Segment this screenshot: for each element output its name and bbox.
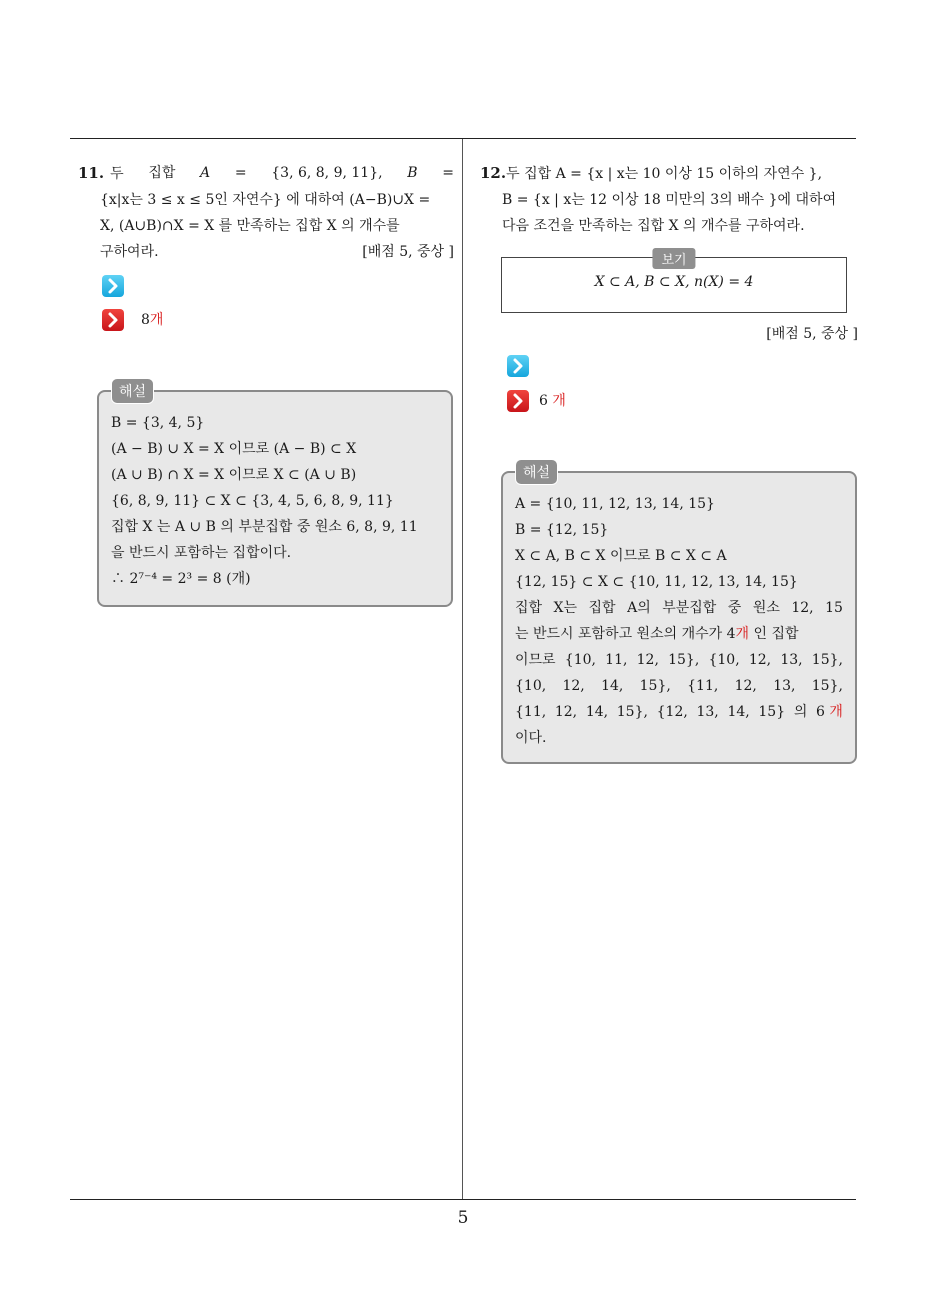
q12-condition: X ⊂ A, B ⊂ X, n(X) = 4 xyxy=(594,274,754,290)
q11-line2: {x|x는 3 ≤ x ≤ 5인 자연수} 에 대하여 (A−B)∪X = xyxy=(100,192,431,208)
q11-word: = xyxy=(442,165,454,181)
q11-solution-line: (A − B) ∪ X = X 이므로 (A − B) ⊂ X xyxy=(111,441,357,457)
q12-word: {12, xyxy=(656,704,688,720)
q12-line1-text: 두 집합 A = {x | x는 10 이상 15 이하의 자연수 }, xyxy=(506,166,823,182)
q12-text: 는 반드시 포함하고 원소의 개수가 xyxy=(515,626,723,642)
q12-count-unit: 개 xyxy=(735,626,750,642)
q12-count-unit: 개 xyxy=(829,704,843,720)
q12-solution-line: X ⊂ A, B ⊂ X 이므로 B ⊂ X ⊂ A xyxy=(515,548,727,564)
question-11 xyxy=(78,160,454,265)
q12-solution-para-row xyxy=(515,647,843,673)
q12-answer-value: 6 xyxy=(539,393,548,409)
q12-word: 15}, xyxy=(668,652,700,668)
q11-word: 집합 xyxy=(148,165,176,181)
q12-word: 중 xyxy=(727,600,742,616)
q12-word: {11, xyxy=(515,704,547,720)
q12-line1 xyxy=(480,160,858,187)
q12-text: 인 집합 xyxy=(753,626,799,642)
q12-solution-line: {12, 15} ⊂ X ⊂ {10, 11, 12, 13, 14, 15} xyxy=(515,574,798,590)
column-divider xyxy=(462,139,463,1199)
q12-count: 6 xyxy=(816,704,825,720)
q11-solution-line: 집합 X 는 A ∪ B 의 부분집합 중 원소 6, 8, 9, 11 xyxy=(111,519,418,535)
q12-solution-para-row xyxy=(515,699,843,725)
q11-solution-line: B = {3, 4, 5} xyxy=(111,415,205,431)
q11-solution-line: {6, 8, 9, 11} ⊂ X ⊂ {3, 4, 5, 6, 8, 9, 11} xyxy=(111,493,394,509)
q12-word: 15} xyxy=(758,704,786,720)
q12-solution-line: B = {12, 15} xyxy=(515,522,609,538)
q11-solution-line: (A ∪ B) ∩ X = X 이므로 X ⊂ (A ∪ B) xyxy=(111,467,357,483)
q12-word: 의 xyxy=(793,704,808,720)
q12-word: 11, xyxy=(605,652,628,668)
q12-solution-para-row: 이다. xyxy=(515,730,547,746)
answer-toggle-icon[interactable] xyxy=(102,309,124,331)
q11-line1 xyxy=(78,160,454,187)
q12-word: 13, xyxy=(696,704,719,720)
q12-word: 14, xyxy=(601,678,624,694)
q12-word: {11, xyxy=(687,678,719,694)
q12-word: 집합 xyxy=(515,600,543,616)
q12-word: 14, xyxy=(727,704,750,720)
q11-points: [배점 5, 중상 ] xyxy=(362,244,454,260)
q11-solution-panel xyxy=(97,384,453,607)
q12-word: {10, xyxy=(708,652,740,668)
q12-word: 집합 xyxy=(588,600,616,616)
q12-word: {10, xyxy=(564,652,596,668)
q11-answer-value: 8 xyxy=(141,312,150,328)
q11-line4 xyxy=(78,239,454,265)
q12-word: 15}, xyxy=(616,704,648,720)
q11-word: B xyxy=(407,165,418,181)
q12-word: 12, xyxy=(734,678,757,694)
q12-solution-para-row xyxy=(515,621,843,647)
q12-word: A의 xyxy=(627,600,651,616)
q12-word: 14, xyxy=(585,704,609,720)
q12-word: 12, xyxy=(791,600,814,616)
q12-word: 15}, xyxy=(811,678,843,694)
q12-condition-tag: 보기 xyxy=(652,248,695,269)
q11-line4-text: 구하여라. xyxy=(100,244,159,260)
q12-solution-panel xyxy=(501,465,857,764)
q12-word: {10, xyxy=(515,678,547,694)
q12-word: 이므로 xyxy=(515,652,556,668)
q12-word: 15 xyxy=(825,600,843,616)
hint-toggle-icon[interactable] xyxy=(507,355,529,377)
q11-solution-line: 을 반드시 포함하는 집합이다. xyxy=(111,545,292,561)
q12-answer-unit: 개 xyxy=(552,393,566,409)
q11-solution-line: ∴ 2⁷⁻⁴ = 2³ = 8 (개) xyxy=(111,571,251,587)
answer-toggle-icon[interactable] xyxy=(507,390,529,412)
q11-word: = xyxy=(234,165,247,181)
q12-word: 12, xyxy=(554,704,578,720)
q12-word: 원소 xyxy=(752,600,780,616)
q12-word: 12, xyxy=(562,678,585,694)
page-number: 5 xyxy=(457,1208,469,1228)
q12-word: 부분집합 xyxy=(662,600,717,616)
q11-word: {3, 6, 8, 9, 11}, xyxy=(271,165,383,181)
q11-word: 두 xyxy=(110,166,124,182)
q12-word: 13, xyxy=(780,652,803,668)
q12-solution-line: A = {10, 11, 12, 13, 14, 15} xyxy=(515,496,715,512)
q12-number: 12. xyxy=(480,164,507,182)
q12-line2: B = {x | x는 12 이상 18 미만의 3의 배수 }에 대하여 xyxy=(502,192,837,208)
bottom-rule xyxy=(70,1199,856,1200)
q11-line3: X, (A∪B)∩X = X 를 만족하는 집합 X 의 개수를 xyxy=(100,218,400,234)
q12-line3: 다음 조건을 만족하는 집합 X 의 개수를 구하여라. xyxy=(502,218,805,234)
q12-answer xyxy=(539,390,566,410)
q11-word: A xyxy=(200,165,211,181)
q12-solution-tag: 해설 xyxy=(515,459,558,485)
q11-number: 11. xyxy=(78,164,105,182)
q12-word: 15}, xyxy=(811,652,843,668)
hint-toggle-icon[interactable] xyxy=(102,275,124,297)
q12-count: 4 xyxy=(726,626,736,642)
q12-solution-para-row xyxy=(515,673,843,699)
top-rule xyxy=(70,138,856,139)
q12-word: 12, xyxy=(636,652,659,668)
q11-answer-unit: 개 xyxy=(149,312,164,328)
q12-points: [배점 5, 중상 ] xyxy=(766,326,858,342)
q12-word: 13, xyxy=(773,678,796,694)
q12-word: 15}, xyxy=(639,678,671,694)
question-12 xyxy=(480,160,858,239)
q12-word: 12, xyxy=(748,652,772,668)
q12-word: X는 xyxy=(553,600,578,616)
q11-answer xyxy=(141,309,163,329)
q11-solution-tag: 해설 xyxy=(111,378,154,404)
q12-condition-box xyxy=(501,253,847,313)
q12-solution-para-row xyxy=(515,595,843,621)
